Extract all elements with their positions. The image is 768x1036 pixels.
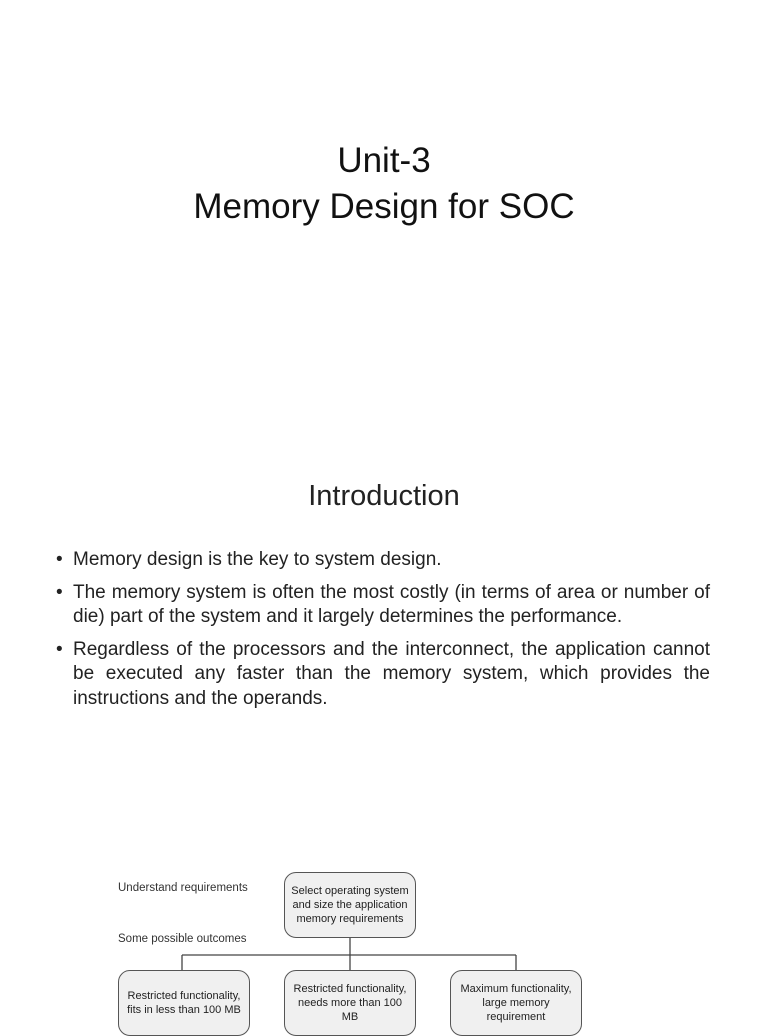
introduction-slide xyxy=(0,440,768,800)
title-slide xyxy=(0,0,768,400)
outcome-box: Restricted functionality, needs more than 100 MB xyxy=(284,970,416,1036)
bullet-item: • Regardless of the processors and the interconnect, the application cannot be executed any faster than the memory system, which provides the instructions and the operands. xyxy=(56,638,710,712)
introduction-heading: Introduction xyxy=(308,480,460,512)
bullet-item: • Memory design is the key to system design. xyxy=(56,548,710,573)
select-os-box: Select operating system and size the application memory requirements xyxy=(284,872,416,938)
possible-outcomes-label: Some possible outcomes xyxy=(118,933,247,945)
understand-requirements-label: Understand requirements xyxy=(118,882,248,894)
outcome-box: Restricted functionality, fits in less than 100 MB xyxy=(118,970,250,1036)
unit-title: Unit-3 xyxy=(337,141,431,180)
bullet-list xyxy=(56,548,710,719)
slide-title: Memory Design for SOC xyxy=(193,187,575,226)
outcome-box: Maximum functionality, large memory requirement xyxy=(450,970,582,1036)
bullet-item: • The memory system is often the most costly (in terms of area or number of die) part of the system and it largely determines the performance. xyxy=(56,581,710,630)
memory-requirements-diagram xyxy=(0,840,768,1024)
